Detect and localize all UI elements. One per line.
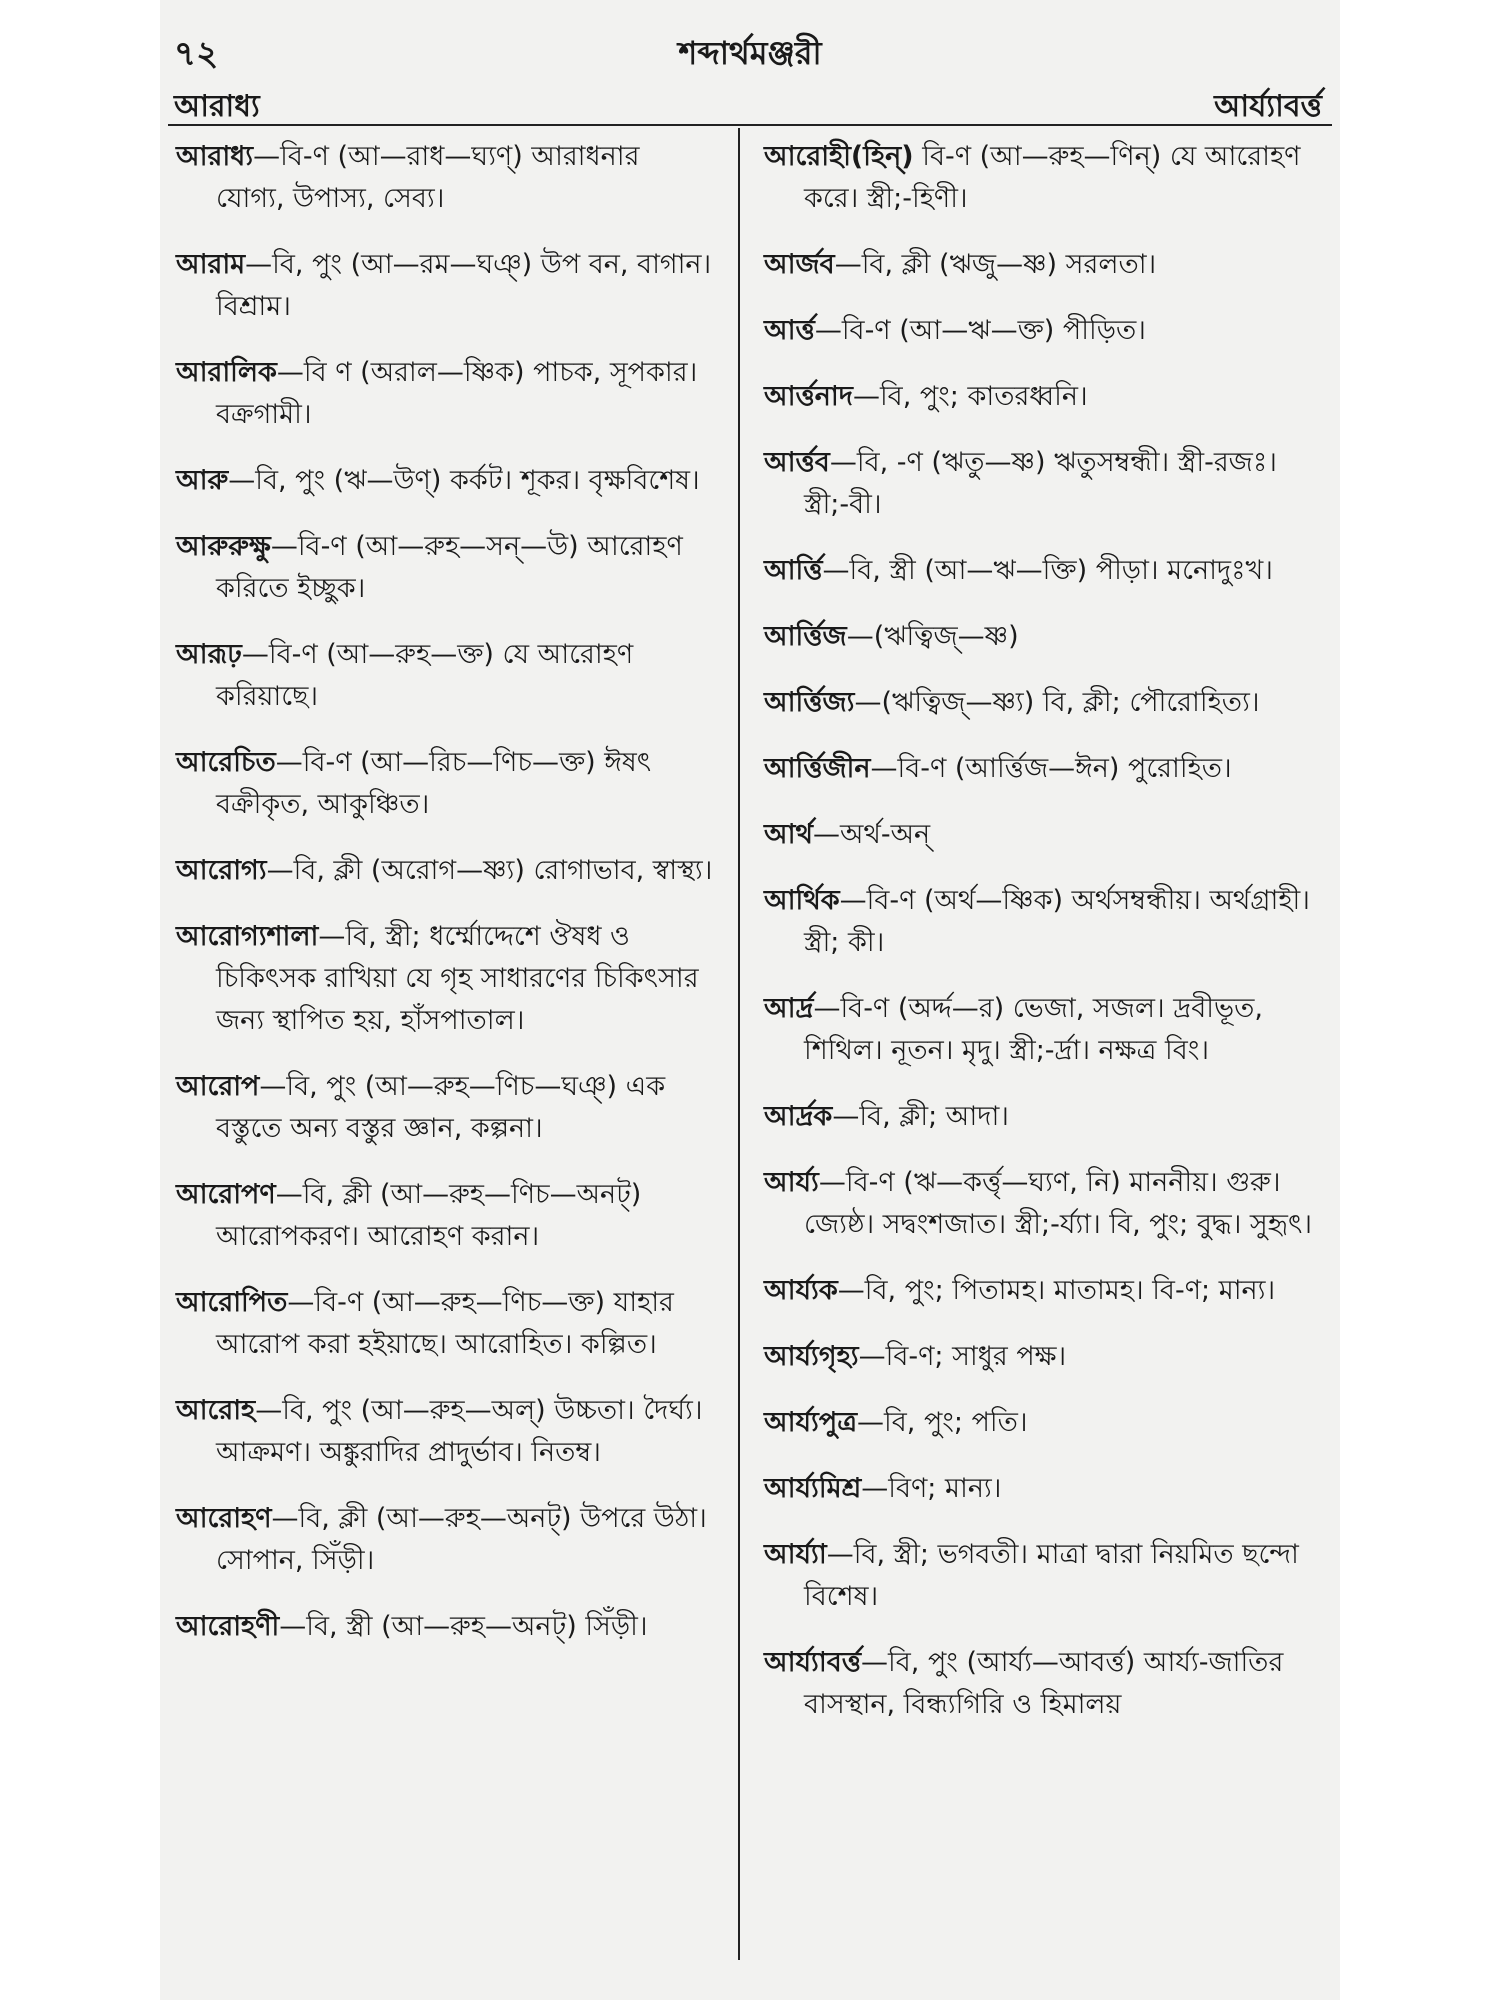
- entry-definition: —(ঋত্বিজ্—ষ্ণ): [846, 621, 1019, 652]
- dictionary-entry: [764, 1534, 1324, 1618]
- dictionary-entry: [176, 1174, 716, 1258]
- entry-definition: বি-ণ (আ—রুহ—ণিন্) যে আরোহণ করে। স্ত্রী;-হিণী।: [804, 141, 1301, 214]
- entry-headword: আর্জব: [764, 249, 835, 280]
- entry-definition: —বি, ক্লী (ঋজু—ষ্ণ) সরলতা।: [834, 249, 1157, 280]
- page-number: ৭২: [174, 34, 219, 74]
- dictionary-entry: [764, 1336, 1324, 1378]
- entry-definition: —বি, স্ত্রী; ধর্ম্মোদ্দেশে ঔষধ ও চিকিৎসক রাখিয়া যে গৃহ সাধারণের চিকিৎসার জন্য স্থাপিত হয়, হাঁসপাতাল।: [216, 921, 699, 1036]
- dictionary-entry: [764, 748, 1324, 790]
- dictionary-entry: [176, 460, 716, 502]
- dictionary-entry: [176, 634, 716, 718]
- dictionary-entry: [176, 136, 716, 220]
- dictionary-entry: [176, 1390, 716, 1474]
- entry-definition: —বি, পুং (আ—রুহ—ণিচ—ঘঞ্) এক বস্তুতে অন্য বস্তুর জ্ঞান, কল্পনা।: [216, 1071, 666, 1144]
- dictionary-entry: [764, 682, 1324, 724]
- entry-definition: —বি, পুং; পতি।: [857, 1407, 1028, 1438]
- dictionary-entry: [764, 376, 1324, 418]
- dictionary-entry: [764, 136, 1324, 220]
- entry-definition: —বি ণ (অরাল—ষ্ণিক) পাচক, সূপকার। বক্রগামী।: [216, 357, 698, 430]
- dictionary-entry: [176, 1066, 716, 1150]
- entry-headword: আরোহ: [176, 1395, 256, 1426]
- entry-headword: আর্ত্তব: [764, 447, 830, 478]
- dictionary-entry: [764, 880, 1324, 964]
- entry-definition: —বি-ণ (আ—রুহ—ক্ত) যে আরোহণ করিয়াছে।: [216, 639, 634, 712]
- entry-headword: আরূঢ়: [176, 639, 242, 670]
- dictionary-entry: [176, 1498, 716, 1582]
- dictionary-entry: [764, 616, 1324, 658]
- entry-headword: আর্য্যাবর্ত্ত: [764, 1647, 862, 1678]
- book-title: শব্দার্থমঞ্জরী: [678, 34, 822, 72]
- dictionary-entry: [176, 1282, 716, 1366]
- entry-headword: আরোপণ: [176, 1179, 276, 1210]
- entry-definition: —বি-ণ (আ—রুহ—ণিচ—ক্ত) যাহার আরোপ করা হইয়াছে। আরোহিত। কল্পিত।: [216, 1287, 674, 1360]
- entry-definition: —বি, স্ত্রী (আ—ঋ—ক্তি) পীড়া। মনোদুঃখ।: [822, 555, 1273, 586]
- entry-headword: আর্ত্তি: [764, 555, 823, 586]
- entry-headword: আর্ত্তিজীন: [764, 753, 871, 784]
- entry-headword: আরোগ্যশালা: [176, 921, 319, 952]
- dictionary-entry: [176, 742, 716, 826]
- entry-headword: আর্য্যক: [764, 1275, 838, 1306]
- dictionary-entry: [764, 1096, 1324, 1138]
- entry-definition: —বি, স্ত্রী; ভগবতী। মাত্রা দ্বারা নিয়মিত ছন্দো বিশেষ।: [804, 1539, 1299, 1612]
- running-head: [160, 6, 1340, 124]
- entry-definition: —বি, ক্লী (আ—রুহ—অনট্) উপরে উঠা। সোপান, সিঁড়ী।: [216, 1503, 707, 1576]
- entry-definition: —বি, স্ত্রী (আ—রুহ—অনট্) সিঁড়ী।: [279, 1611, 648, 1642]
- dictionary-entry: [764, 310, 1324, 352]
- dictionary-entry: [176, 916, 716, 1042]
- entry-headword: আর্ত্ত: [764, 315, 815, 346]
- dictionary-entry: [764, 1270, 1324, 1312]
- dictionary-page: [160, 0, 1340, 2000]
- guide-word-right: আর্য্যাবর্ত্ত: [1214, 89, 1322, 124]
- dictionary-entry: [764, 814, 1324, 856]
- entry-headword: আর্থ: [764, 819, 813, 850]
- entry-headword: আরোপিত: [176, 1287, 288, 1318]
- dictionary-entry: [764, 1642, 1324, 1726]
- entry-definition: —বি, পুং; কাতরধ্বনি।: [852, 381, 1088, 412]
- entry-headword: আরোগ্য: [176, 855, 267, 886]
- entry-definition: —বি, -ণ (ঋতু—ষ্ণ) ঋতুসম্বন্ধী। স্ত্রী-রজঃ। স্ত্রী;-বী।: [804, 447, 1277, 520]
- entry-headword: আর্ত্তিজ: [764, 621, 847, 652]
- entry-definition: —বি, পুং (আ—রম—ঘঞ্) উপ বন, বাগান। বিশ্রাম।: [216, 249, 712, 322]
- dictionary-entry: [764, 1162, 1324, 1246]
- entry-definition: —বি-ণ; সাধুর পক্ষ।: [858, 1341, 1067, 1372]
- dictionary-entry: [764, 988, 1324, 1072]
- entry-headword: আর্দ্র: [764, 993, 814, 1024]
- dictionary-entry: [764, 442, 1324, 526]
- entry-definition: —বি-ণ (অর্দ্দ—র) ভেজা, সজল। দ্রবীভূত, শিথিল। নূতন। মৃদু। স্ত্রী;-র্দ্রা। নক্ষত্র বিং।: [804, 993, 1263, 1066]
- entry-headword: আরেচিত: [176, 747, 276, 778]
- entry-headword: আর্য্যপুত্র: [764, 1407, 858, 1438]
- right-column: [764, 136, 1324, 1750]
- entry-definition: —বি-ণ (আর্ত্তিজ—ঈন) পুরোহিত।: [870, 753, 1232, 784]
- entry-headword: আরু: [176, 465, 229, 496]
- dictionary-entry: [764, 1402, 1324, 1444]
- entry-definition: —বি, পুং (আর্য্য—আবর্ত্ত) আর্য্য-জাতির বাসস্থান, বিন্ধ্যগিরি ও হিমালয়: [804, 1647, 1284, 1720]
- entry-definition: —বি, পুং (ঋ—উণ্) কর্কট। শূকর। বৃক্ষবিশেষ।: [228, 465, 700, 496]
- entry-headword: আর্য্যগৃহ্য: [764, 1341, 859, 1372]
- entry-definition: —বি, পুং; পিতামহ। মাতামহ। বি-ণ; মান্য।: [837, 1275, 1276, 1306]
- dictionary-entry: [176, 526, 716, 610]
- entry-definition: —বিণ; মান্য।: [861, 1473, 1002, 1504]
- entry-definition: —অর্থ-অন্: [812, 819, 931, 850]
- entry-headword: আর্ত্তিজ্য: [764, 687, 855, 718]
- entry-definition: —বি, ক্লী (অরোগ—ষ্ণ্য) রোগাভাব, স্বাস্থ্য।: [266, 855, 713, 886]
- entry-definition: —বি-ণ (আ—রুহ—সন্—উ) আরোহণ করিতে ইচ্ছুক।: [216, 531, 683, 604]
- entry-definition: —বি-ণ (আ—রাধ—ঘ্যণ্) আরাধনার যোগ্য, উপাস্য, সেব্য।: [216, 141, 640, 214]
- entry-headword: আরোহী(হিন্): [764, 141, 914, 172]
- dictionary-entry: [764, 244, 1324, 286]
- entry-headword: আরোহণ: [176, 1503, 272, 1534]
- entry-definition: —বি, পুং (আ—রুহ—অল্) উচ্চতা। দৈর্ঘ্য। আক্রমণ। অঙ্কুরাদির প্রাদুর্ভাব। নিতম্ব।: [216, 1395, 703, 1468]
- entry-headword: আর্য্যা: [764, 1539, 827, 1570]
- entry-headword: আর্য্য: [764, 1167, 819, 1198]
- entry-definition: —বি-ণ (অর্থ—ষ্ণিক) অর্থসম্বন্ধীয়। অর্থগ্রাহী। স্ত্রী; কী।: [804, 885, 1310, 958]
- entry-definition: —বি-ণ (আ—ঋ—ক্ত) পীড়িত।: [814, 315, 1146, 346]
- header-rule: [168, 124, 1332, 126]
- dictionary-entry: [764, 550, 1324, 592]
- dictionary-entry: [176, 244, 716, 328]
- entry-definition: —বি-ণ (আ—রিচ—ণিচ—ক্ত) ঈষৎ বক্রীকৃত, আকুঞ্চিত।: [216, 747, 652, 820]
- dictionary-entry: [176, 1606, 716, 1648]
- entry-headword: আরোপ: [176, 1071, 260, 1102]
- entry-headword: আর্থিক: [764, 885, 840, 916]
- dictionary-entry: [176, 352, 716, 436]
- column-divider: [738, 128, 740, 1960]
- entry-headword: আরালিক: [176, 357, 277, 388]
- entry-headword: আরুরুক্ষু: [176, 531, 271, 562]
- entry-definition: —(ঋত্বিজ্—ষ্ণ্য) বি, ক্লী; পৌরোহিত্য।: [854, 687, 1260, 718]
- entry-headword: আর্ত্তনাদ: [764, 381, 853, 412]
- left-column: [176, 136, 716, 1672]
- guide-word-left: আরাধ্য: [174, 89, 260, 124]
- entry-headword: আরোহণী: [176, 1611, 280, 1642]
- dictionary-entry: [764, 1468, 1324, 1510]
- entry-headword: আর্দ্রক: [764, 1101, 833, 1132]
- entry-definition: —বি-ণ (ঋ—কর্ত্তৃ—ঘ্যণ, নি) মাননীয়। গুরু। জ্যেষ্ঠ। সদ্বংশজাত। স্ত্রী;-র্য্যা। বি, পুং; বুদ্ধ। সুহৃৎ।: [804, 1167, 1313, 1240]
- entry-definition: —বি, ক্লী; আদা।: [832, 1101, 1009, 1132]
- entry-headword: আরাধ্য: [176, 141, 254, 172]
- entry-definition: —বি, ক্লী (আ—রুহ—ণিচ—অনট্) আরোপকরণ। আরোহণ করান।: [216, 1179, 642, 1252]
- entry-headword: আর্য্যমিশ্র: [764, 1473, 862, 1504]
- entry-headword: আরাম: [176, 249, 246, 280]
- dictionary-entry: [176, 850, 716, 892]
